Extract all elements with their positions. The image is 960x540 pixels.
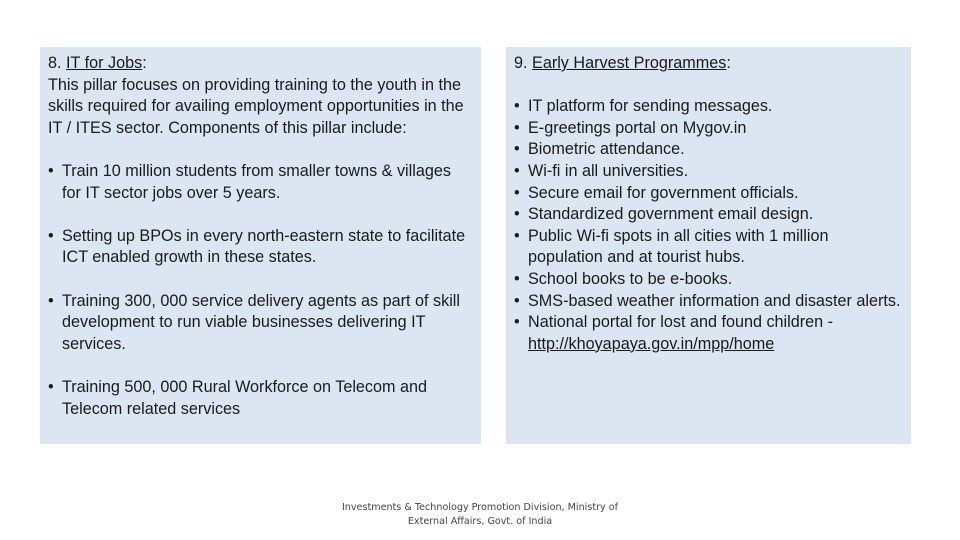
khoyapaya-link[interactable]: http://khoyapaya.gov.in/mpp/home: [528, 334, 775, 353]
bullet-icon: •: [514, 205, 520, 224]
list-item-text: SMS-based weather information and disaster alerts.: [528, 291, 901, 310]
bullet-icon: •: [48, 291, 54, 310]
left-intro-text: This pillar focuses on providing training to the youth in the skills required for availing employment opportunities in the IT / ITES sector. Components of this pillar include:: [48, 75, 464, 137]
bullet-icon: •: [514, 183, 520, 202]
list-item: [514, 312, 903, 355]
bullet-icon: •: [514, 140, 520, 159]
list-item: [48, 161, 473, 204]
list-item-text: Train 10 million students from smaller towns & villages for IT sector jobs over 5 years.: [62, 161, 451, 202]
bullet-icon: •: [48, 377, 54, 396]
right-heading: 9. Early Harvest Programmes:: [514, 54, 731, 72]
list-item: [48, 226, 473, 269]
bullet-icon: •: [48, 161, 54, 180]
it-for-jobs-panel: [40, 47, 481, 444]
bullet-icon: •: [514, 313, 520, 332]
bullet-icon: •: [514, 97, 520, 116]
list-item-text: Wi-fi in all universities.: [528, 161, 689, 180]
bullet-icon: •: [48, 226, 54, 245]
right-heading-title: Early Harvest Programmes: [532, 54, 727, 72]
list-item-text: E-greetings portal on Mygov.in: [528, 118, 747, 137]
list-item: [514, 96, 903, 118]
list-item: [514, 204, 903, 226]
left-heading: 8. IT for Jobs:: [48, 54, 147, 72]
early-harvest-list: [514, 96, 903, 355]
list-item: [514, 118, 903, 140]
right-heading-number: 9.: [514, 54, 528, 72]
list-item-text: Setting up BPOs in every north-eastern state to facilitate ICT enabled growth in these states.: [62, 226, 466, 267]
list-item-text: National portal for lost and found children - http://khoyapaya.gov.in/mpp/home: [528, 313, 834, 353]
list-item-text: School books to be e-books.: [528, 269, 733, 288]
list-item: [48, 377, 473, 420]
list-item-text: IT platform for sending messages.: [528, 97, 773, 116]
list-item-text: Biometric attendance.: [528, 140, 685, 159]
bullet-icon: •: [514, 226, 520, 245]
list-item: [514, 139, 903, 161]
list-item: [48, 291, 473, 356]
list-item-text: Training 500, 000 Rural Workforce on Telecom and Telecom related services: [62, 377, 428, 418]
list-item: [514, 226, 903, 269]
list-item-text: Public Wi-fi spots in all cities with 1 million population and at tourist hubs.: [528, 226, 829, 267]
list-item-text: Training 300, 000 service delivery agents as part of skill development to run viable businesses delivering IT services.: [62, 291, 460, 353]
list-item-text: Secure email for government officials.: [528, 183, 799, 202]
bullet-icon: •: [514, 269, 520, 288]
list-item: [514, 291, 903, 313]
list-item: [514, 269, 903, 291]
bullet-icon: •: [514, 118, 520, 137]
early-harvest-panel: [506, 47, 911, 444]
list-item-text: Standardized government email design.: [528, 205, 814, 224]
left-heading-number: 8.: [48, 54, 62, 72]
footer-line-1: Investments & Technology Promotion Division, Ministry of: [341, 502, 619, 513]
list-item: [514, 161, 903, 183]
bullet-icon: •: [514, 291, 520, 310]
left-heading-title: IT for Jobs: [66, 54, 143, 72]
list-item: [514, 183, 903, 205]
bullet-icon: •: [514, 161, 520, 180]
footer-credit: [300, 501, 660, 529]
footer-line-2: External Affairs, Govt. of India: [407, 516, 553, 527]
